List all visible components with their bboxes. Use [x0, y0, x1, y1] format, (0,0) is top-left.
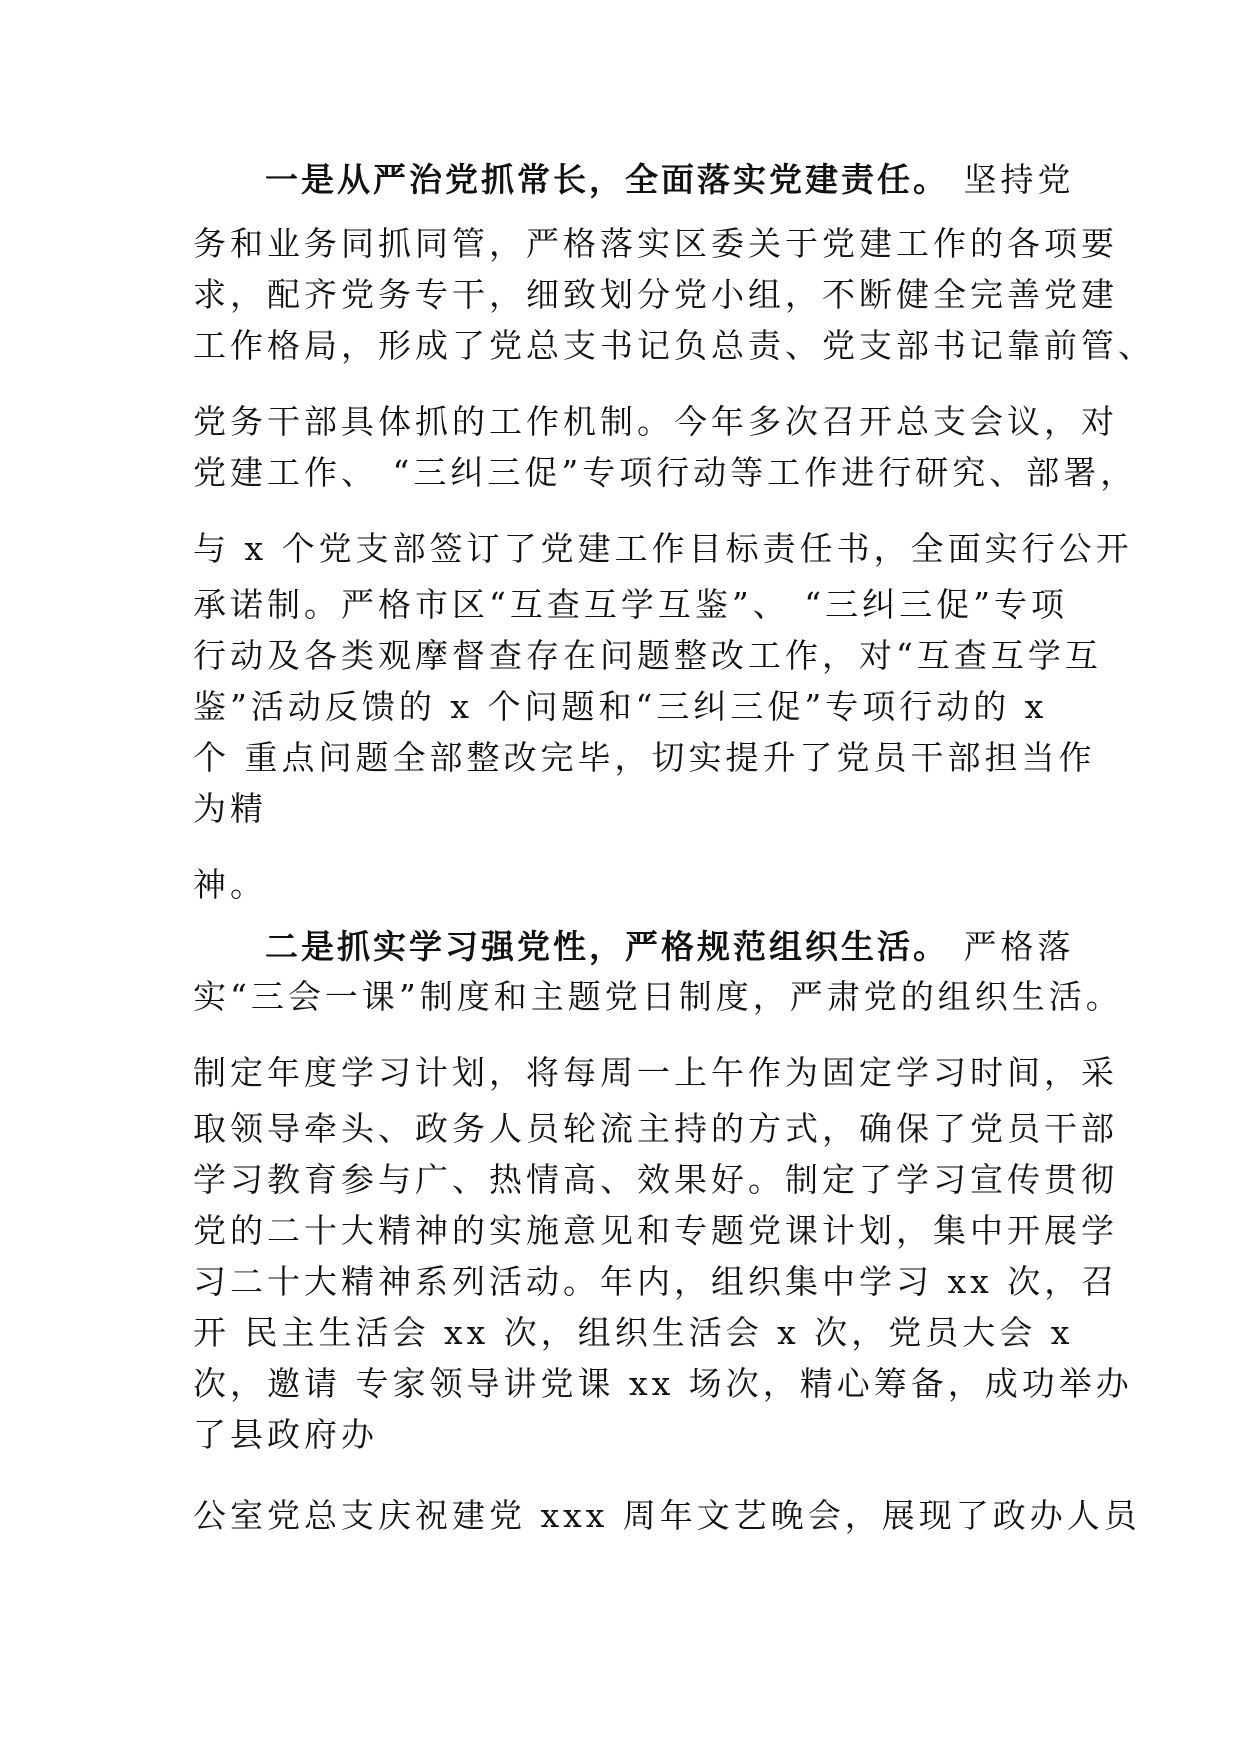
paragraph-2-line: 习二十大精神系列活动。年内，组织集中学习 xx 次，召 [193, 1262, 1119, 1301]
paragraph-1-line: 个 重点问题全部整改完毕，切实提升了党员干部担当作 [193, 738, 1096, 777]
paragraph-1-line: 承诺制。严格市区“互查互学互鉴”、 “三纠三促”专项 [193, 585, 1068, 624]
paragraph-1-line: 与 x 个党支部签订了党建工作目标责任书，全面实行公开 [193, 529, 1133, 568]
paragraph-1-lead: 一是从严治党抓常长，全面落实党建责任。 [265, 160, 949, 199]
paragraph-2-line: 取领导牵头、政务人员轮流主持的方式，确保了党员干部 [193, 1109, 1118, 1148]
paragraph-1-first-line-rest: 坚持党 [949, 160, 1075, 199]
paragraph-1-line: 行动及各类观摩督查存在问题整改工作，对“互查互学互 [193, 636, 1102, 675]
paragraph-2-line: 公室党总支庆祝建党 xxx 周年文艺晚会，展现了政办人员 [193, 1496, 1141, 1535]
paragraph-2-line: 次，邀请 专家领导讲党课 xx 场次，精心筹备，成功举办 [193, 1364, 1133, 1403]
paragraph-1-line: 党务干部具体抓的工作机制。今年多次召开总支会议，对 [193, 402, 1118, 441]
paragraph-1-line: 鉴”活动反馈的 x 个问题和“三纠三促”专项行动的 x [193, 687, 1048, 726]
paragraph-1-line: 求，配齐党务专干，细致划分党小组，不断健全完善党建 [193, 275, 1118, 314]
paragraph-1-line: 党建工作、 “三纠三促”专项行动等工作进行研究、部署， [193, 453, 1138, 492]
paragraph-2-lead: 二是抓实学习强党性，严格规范组织生活。 [265, 927, 949, 966]
paragraph-2-first-line [265, 925, 1075, 969]
paragraph-1-line: 为精 [193, 789, 267, 828]
paragraph-2-line: 开 民主生活会 xx 次，组织生活会 x 次，党员大会 x [193, 1313, 1074, 1352]
paragraph-1-line: 神。 [193, 865, 267, 904]
paragraph-1-first-line [265, 158, 1075, 202]
paragraph-1-line: 务和业务同抓同管，严格落实区委关于党建工作的各项要 [193, 224, 1118, 263]
paragraph-2-first-line-rest: 严格落 [949, 927, 1075, 966]
paragraph-2-line: 学习教育参与广、热情高、效果好。制定了学习宣传贯彻 [193, 1160, 1118, 1199]
paragraph-2-line: 党的二十大精神的实施意见和专题党课计划，集中开展学 [193, 1211, 1118, 1250]
paragraph-2-line: 了县政府办 [193, 1415, 378, 1454]
paragraph-2-line: 制定年度学习计划，将每周一上午作为固定学习时间，采 [193, 1053, 1118, 1092]
paragraph-1-line: 工作格局，形成了党总支书记负总责、党支部书记靠前管、 [193, 326, 1155, 365]
paragraph-2-line: 实“三会一课”制度和主题党日制度，严肃党的组织生活。 [193, 977, 1123, 1016]
